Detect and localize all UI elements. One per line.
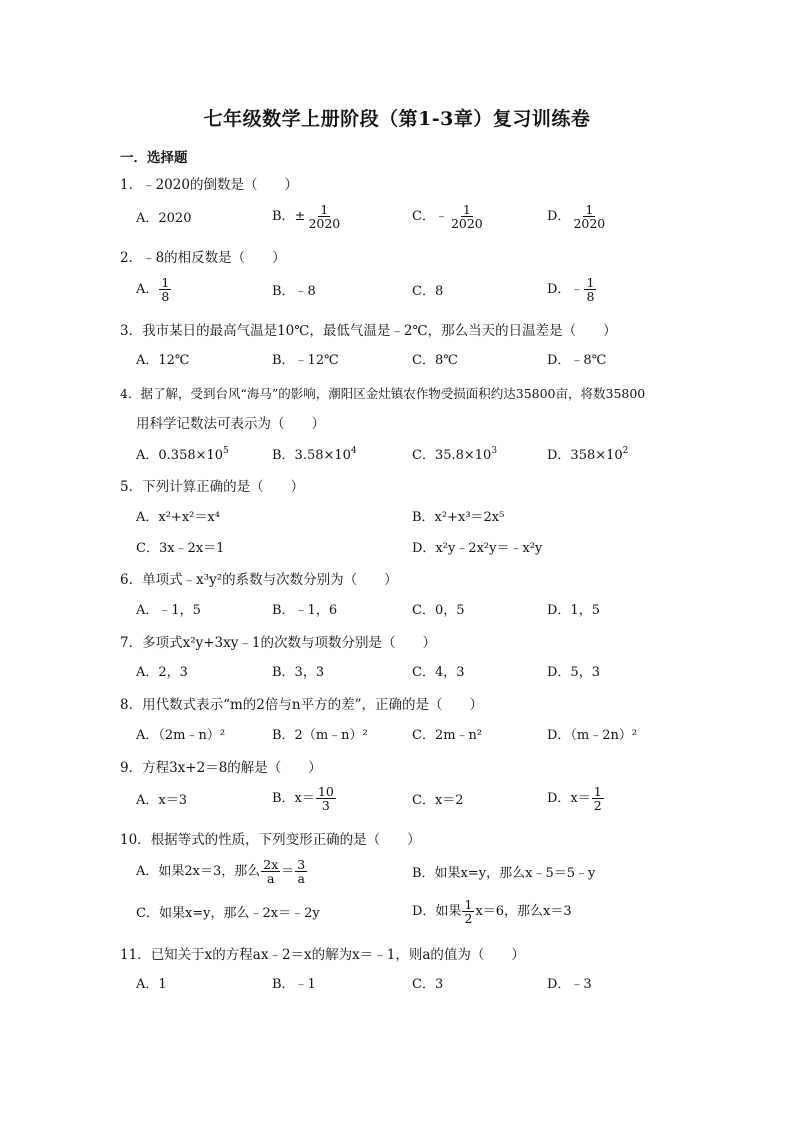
fraction xyxy=(316,785,336,812)
denominator: 8 xyxy=(161,289,170,304)
q9-option-b[interactable] xyxy=(272,785,337,812)
question-9 xyxy=(120,758,322,778)
question-number: 4． xyxy=(120,386,141,401)
fraction xyxy=(592,785,604,812)
q2-option-d[interactable] xyxy=(547,276,597,303)
question-text: 根据等式的性质，下列变形正确的是（ ） xyxy=(150,832,421,848)
q6-option-d[interactable]: D．1，5 xyxy=(547,603,600,618)
q1-option-d[interactable] xyxy=(547,203,608,230)
option-text: C．35.8×10 xyxy=(412,448,492,463)
option-prefix: B．x＝ xyxy=(272,791,315,806)
question-7 xyxy=(120,633,436,653)
option-prefix: B．± xyxy=(272,209,306,224)
denominator: 2020 xyxy=(450,216,483,231)
option-suffix: x＝6，那么x＝3 xyxy=(475,904,572,919)
q8-option-b[interactable]: B．2（m﹣n）² xyxy=(272,728,368,743)
q7-option-a[interactable]: A．2，3 xyxy=(136,665,188,680)
q5-option-d[interactable]: D．x²y﹣2x²y＝﹣x²y xyxy=(412,541,543,556)
exponent: 4 xyxy=(350,446,357,456)
q9-option-c[interactable]: C．x＝2 xyxy=(412,793,464,808)
q5-option-a[interactable]: A．x²+x²＝x⁴ xyxy=(136,510,220,525)
q8-option-c[interactable]: C．2m﹣n² xyxy=(412,728,483,743)
q6-option-a[interactable]: A．﹣1，5 xyxy=(136,603,201,618)
question-number: 2． xyxy=(120,250,143,266)
q1-option-c[interactable] xyxy=(412,203,486,230)
question-10 xyxy=(120,830,421,850)
q5-option-b[interactable]: B．x²+x³＝2x⁵ xyxy=(412,510,505,525)
fraction xyxy=(295,858,307,885)
q9-option-d[interactable] xyxy=(547,785,605,812)
q11-option-c[interactable]: C．3 xyxy=(412,977,444,992)
numerator: 1 xyxy=(320,202,329,217)
question-2 xyxy=(120,248,286,268)
question-text: 下列计算正确的是（ ） xyxy=(142,479,305,495)
numerator: 10 xyxy=(317,784,334,799)
numerator: 1 xyxy=(593,784,602,799)
question-6 xyxy=(120,570,398,590)
question-number: 6． xyxy=(120,572,143,588)
q1-option-a[interactable]: A．2020 xyxy=(136,211,192,226)
question-number: 3． xyxy=(120,323,143,339)
fraction xyxy=(449,203,485,230)
fraction xyxy=(571,203,607,230)
fraction xyxy=(261,858,280,885)
q3-option-c[interactable]: C．8℃ xyxy=(412,353,458,368)
numerator: 3 xyxy=(297,857,306,872)
q9-option-a[interactable]: A．x＝3 xyxy=(136,793,187,808)
fraction xyxy=(462,898,474,925)
denominator: a xyxy=(297,871,305,886)
q10-option-a[interactable] xyxy=(136,858,308,885)
q2-option-b[interactable]: B．﹣8 xyxy=(272,284,316,299)
question-number: 8． xyxy=(120,697,143,713)
denominator: 3 xyxy=(321,798,330,813)
option-prefix: D．﹣ xyxy=(547,282,584,297)
denominator: 2 xyxy=(593,798,602,813)
question-text: 方程3x+2＝8的解是（ ） xyxy=(142,760,322,776)
fraction xyxy=(159,276,171,303)
option-text: B．3.58×10 xyxy=(272,448,351,463)
question-text: ﹣8的相反数是（ ） xyxy=(142,250,286,266)
option-text: D．358×10 xyxy=(547,448,623,463)
question-text: ﹣2020的倒数是（ ） xyxy=(142,177,298,193)
q4-option-a[interactable] xyxy=(136,446,229,466)
numerator: 1 xyxy=(462,202,471,217)
q3-option-a[interactable]: A．12℃ xyxy=(136,353,190,368)
numerator: 2x xyxy=(263,857,279,872)
q5-option-c[interactable]: C．3x﹣2x＝1 xyxy=(136,541,225,556)
q7-option-d[interactable]: D．5，3 xyxy=(547,665,600,680)
option-prefix: C．﹣ xyxy=(412,209,448,224)
denominator: 2 xyxy=(464,911,473,926)
question-number: 1． xyxy=(120,177,143,193)
q8-option-d[interactable]: D．（m﹣2n）² xyxy=(547,728,638,743)
question-11 xyxy=(120,945,525,965)
q10-option-c[interactable]: C．如果x=y，那么﹣2x＝﹣2y xyxy=(136,906,320,921)
fraction xyxy=(584,276,596,303)
question-number: 11． xyxy=(120,947,151,963)
question-4 xyxy=(120,384,645,404)
q7-option-c[interactable]: C．4，3 xyxy=(412,665,465,680)
question-number: 10． xyxy=(120,832,151,848)
q3-option-b[interactable]: B．﹣12℃ xyxy=(272,353,339,368)
numerator: 1 xyxy=(161,275,170,290)
q8-option-a[interactable]: A．（2m﹣n）² xyxy=(136,728,226,743)
q3-option-d[interactable]: D．﹣8℃ xyxy=(547,353,607,368)
question-4-line-2: 用科学记数法可表示为（ ） xyxy=(136,416,325,432)
q6-option-b[interactable]: B．﹣1，6 xyxy=(272,603,338,618)
question-number: 9． xyxy=(120,760,143,776)
equals-sign: ＝ xyxy=(281,864,295,879)
q6-option-c[interactable]: C．0，5 xyxy=(412,603,465,618)
q2-option-c[interactable]: C．8 xyxy=(412,284,444,299)
option-prefix: A． xyxy=(136,282,159,297)
q11-option-a[interactable]: A．1 xyxy=(136,977,167,992)
option-prefix: D．x＝ xyxy=(547,791,591,806)
denominator: 2020 xyxy=(573,216,606,231)
q7-option-b[interactable]: B．3，3 xyxy=(272,665,325,680)
question-number: 5． xyxy=(120,479,143,495)
q10-option-d[interactable] xyxy=(412,898,572,925)
q11-option-d[interactable]: D．﹣3 xyxy=(547,977,592,992)
q4-option-c[interactable] xyxy=(412,446,497,466)
numerator: 1 xyxy=(586,275,595,290)
numerator: 1 xyxy=(464,897,473,912)
question-1 xyxy=(120,175,298,195)
denominator: 8 xyxy=(586,289,595,304)
question-text: 单项式﹣x³y²的系数与次数分别为（ ） xyxy=(142,572,398,588)
section-heading: 一．选择题 xyxy=(120,150,188,166)
numerator: 1 xyxy=(585,202,594,217)
exponent: 5 xyxy=(223,446,229,456)
option-text: A．0.358×10 xyxy=(136,448,224,463)
question-text: 我市某日的最高气温是10℃，最低气温是﹣2℃，那么当天的日温差是（ ） xyxy=(142,323,617,339)
exponent: 2 xyxy=(622,446,629,456)
q10-option-b[interactable]: B．如果x=y，那么x﹣5＝5﹣y xyxy=(412,866,596,881)
denominator: 2020 xyxy=(308,216,341,231)
fraction xyxy=(306,203,342,230)
option-prefix: D．如果 xyxy=(412,904,462,919)
q2-option-a[interactable] xyxy=(136,276,172,303)
question-text: 据了解，受到台风“海马”的影响，潮阳区金灶镇农作物受损面积约达35800亩，将数35800 xyxy=(140,386,646,401)
q4-option-b[interactable] xyxy=(272,446,357,466)
question-text: 用代数式表示“m的2倍与n平方的差”，正确的是（ ） xyxy=(142,697,483,713)
option-prefix: D． xyxy=(547,209,571,224)
option-prefix: A．如果2x＝3，那么 xyxy=(136,864,261,879)
exponent: 3 xyxy=(491,446,498,456)
denominator: a xyxy=(267,871,275,886)
question-text: 已知关于x的方程ax﹣2＝x的解为x＝﹣1，则a的值为（ ） xyxy=(150,947,525,963)
question-number: 7． xyxy=(120,635,143,651)
q1-option-b[interactable] xyxy=(272,203,343,230)
question-8 xyxy=(120,695,483,715)
page-title: 七年级数学上册阶段（第1-3章）复习训练卷 xyxy=(203,108,591,130)
q4-option-d[interactable] xyxy=(547,446,628,466)
question-3 xyxy=(120,321,617,341)
question-5 xyxy=(120,477,304,497)
q11-option-b[interactable]: B．﹣1 xyxy=(272,977,316,992)
question-text: 多项式x²y+3xy﹣1的次数与项数分别是（ ） xyxy=(142,635,436,651)
